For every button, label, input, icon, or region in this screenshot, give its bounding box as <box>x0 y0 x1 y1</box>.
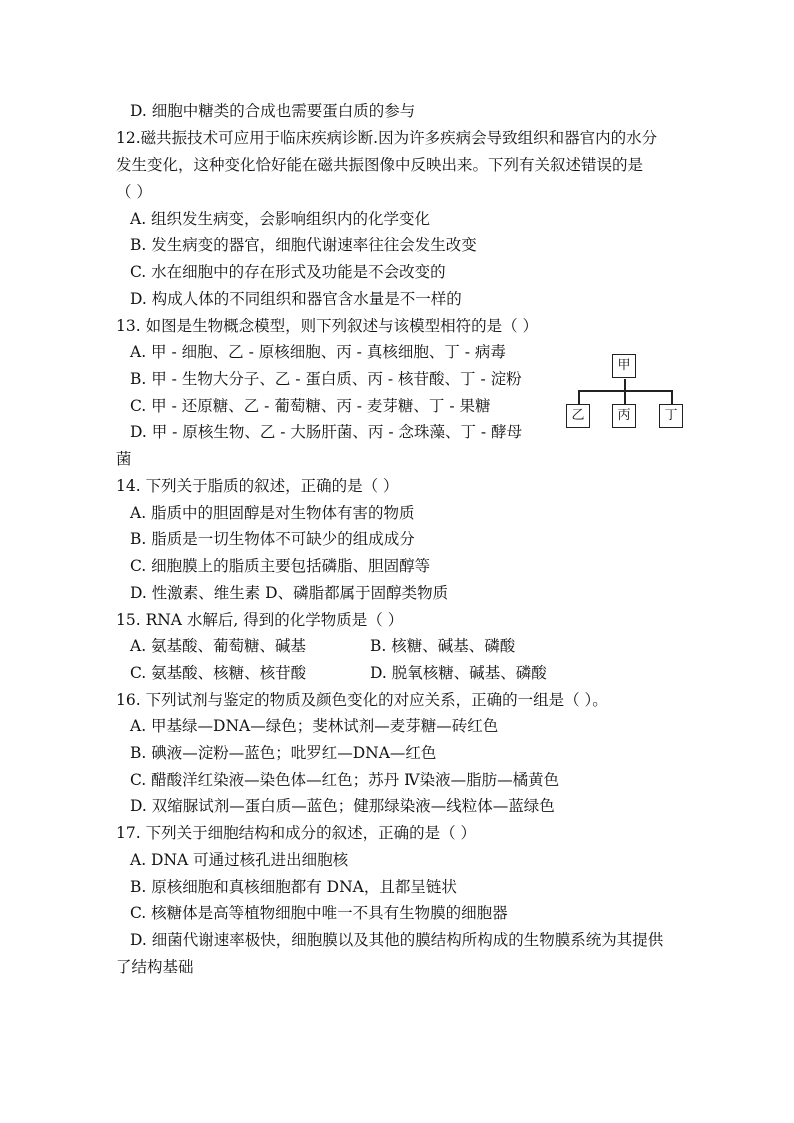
q12-stem-line2: 发生变化，这种变化恰好能在磁共振图像中反映出来。下列有关叙述错误的是 <box>116 156 644 174</box>
q12-option-d: D. 构成人体的不同组织和器官含水量是不一样的 <box>130 290 462 308</box>
q12-answer-blank: （ ） <box>116 183 152 201</box>
q13-option-b: B. 甲 - 生物大分子、乙 - 蛋白质、丙 - 核苷酸、丁 - 淀粉 <box>130 370 522 388</box>
q14-stem: 14. 下列关于脂质的叙述，正确的是（ ） <box>116 477 399 495</box>
q13-option-c: C. 甲 - 还原糖、乙 - 葡萄糖、丙 - 麦芽糖、丁 - 果糖 <box>130 397 491 415</box>
diagram-connector-left <box>578 390 580 404</box>
q16-option-b: B. 碘液—淀粉—蓝色；吡罗红—DNA—红色 <box>130 744 437 762</box>
diagram-connector-right <box>671 390 673 404</box>
diagram-connector-middle <box>624 390 626 404</box>
q13-stem: 13. 如图是生物概念模型，则下列叙述与该模型相符的是（ ） <box>116 317 539 335</box>
q13-option-d-continued: 菌 <box>116 450 132 468</box>
q15-option-c: C. 氨基酸、核糖、核苷酸 <box>130 664 307 682</box>
q12-option-c: C. 水在细胞中的存在形式及功能是不会改变的 <box>130 263 446 281</box>
q16-stem: 16. 下列试剂与鉴定的物质及颜色变化的对应关系，正确的一组是（ ）。 <box>116 691 608 709</box>
q16-option-c: C. 醋酸洋红染液—染色体—红色；苏丹 Ⅳ染液—脂肪—橘黄色 <box>130 771 560 789</box>
q17-stem: 17. 下列关于细胞结构和成分的叙述，正确的是（ ） <box>116 824 477 842</box>
q12-option-b: B. 发生病变的器官，细胞代谢速率往往会发生改变 <box>130 236 477 254</box>
q15-option-b: B. 核糖、碱基、磷酸 <box>370 637 516 655</box>
q17-option-b: B. 原核细胞和真核细胞都有 DNA，且都呈链状 <box>130 878 457 896</box>
diagram-node-child-1: 乙 <box>566 404 590 428</box>
q13-option-a: A. 甲 - 细胞、乙 - 原核细胞、丙 - 真核细胞、丁 - 病毒 <box>130 343 506 361</box>
q14-option-a: A. 脂质中的胆固醇是对生物体有害的物质 <box>130 504 415 522</box>
q17-option-d-continued: 了结构基础 <box>116 958 194 976</box>
q16-option-d: D. 双缩脲试剂—蛋白质—蓝色；健那绿染液—线粒体—蓝绿色 <box>130 797 555 815</box>
diagram-node-top: 甲 <box>612 354 636 378</box>
q12-stem-line1: 12.磁共振技术可应用于临床疾病诊断.因为许多疾病会导致组织和器官内的水分 <box>116 129 658 147</box>
q14-option-c: C. 细胞膜上的脂质主要包括磷脂、胆固醇等 <box>130 557 431 575</box>
q17-option-d: D. 细菌代谢速率极快，细胞膜以及其他的膜结构所构成的生物膜系统为其提供 <box>130 931 664 949</box>
q13-option-d: D. 甲 - 原核生物、乙 - 大肠肝菌、丙 - 念珠藻、丁 - 酵母 <box>130 423 523 441</box>
q12-option-a: A. 组织发生病变，会影响组织内的化学变化 <box>130 210 431 228</box>
q16-option-a: A. 甲基绿—DNA—绿色；斐林试剂—麦芽糖—砖红色 <box>130 717 499 735</box>
diagram-node-child-2: 丙 <box>612 404 636 428</box>
q15-option-a: A. 氨基酸、葡萄糖、碱基 <box>130 637 307 655</box>
diagram-node-child-3: 丁 <box>659 404 683 428</box>
diagram-connector-vertical <box>624 379 626 390</box>
q14-option-d: D. 性激素、维生素 D、磷脂都属于固醇类物质 <box>130 584 449 602</box>
q11-option-d: D. 细胞中糖类的合成也需要蛋白质的参与 <box>130 102 416 120</box>
q17-option-c: C. 核糖体是高等植物细胞中唯一不具有生物膜的细胞器 <box>130 904 508 922</box>
q14-option-b: B. 脂质是一切生物体不可缺少的组成成分 <box>130 530 415 548</box>
q17-option-a: A. DNA 可通过核孔进出细胞核 <box>130 851 349 869</box>
q15-option-d: D. 脱氧核糖、碱基、磷酸 <box>370 664 547 682</box>
q15-stem: 15. RNA 水解后, 得到的化学物质是（ ） <box>116 611 404 629</box>
